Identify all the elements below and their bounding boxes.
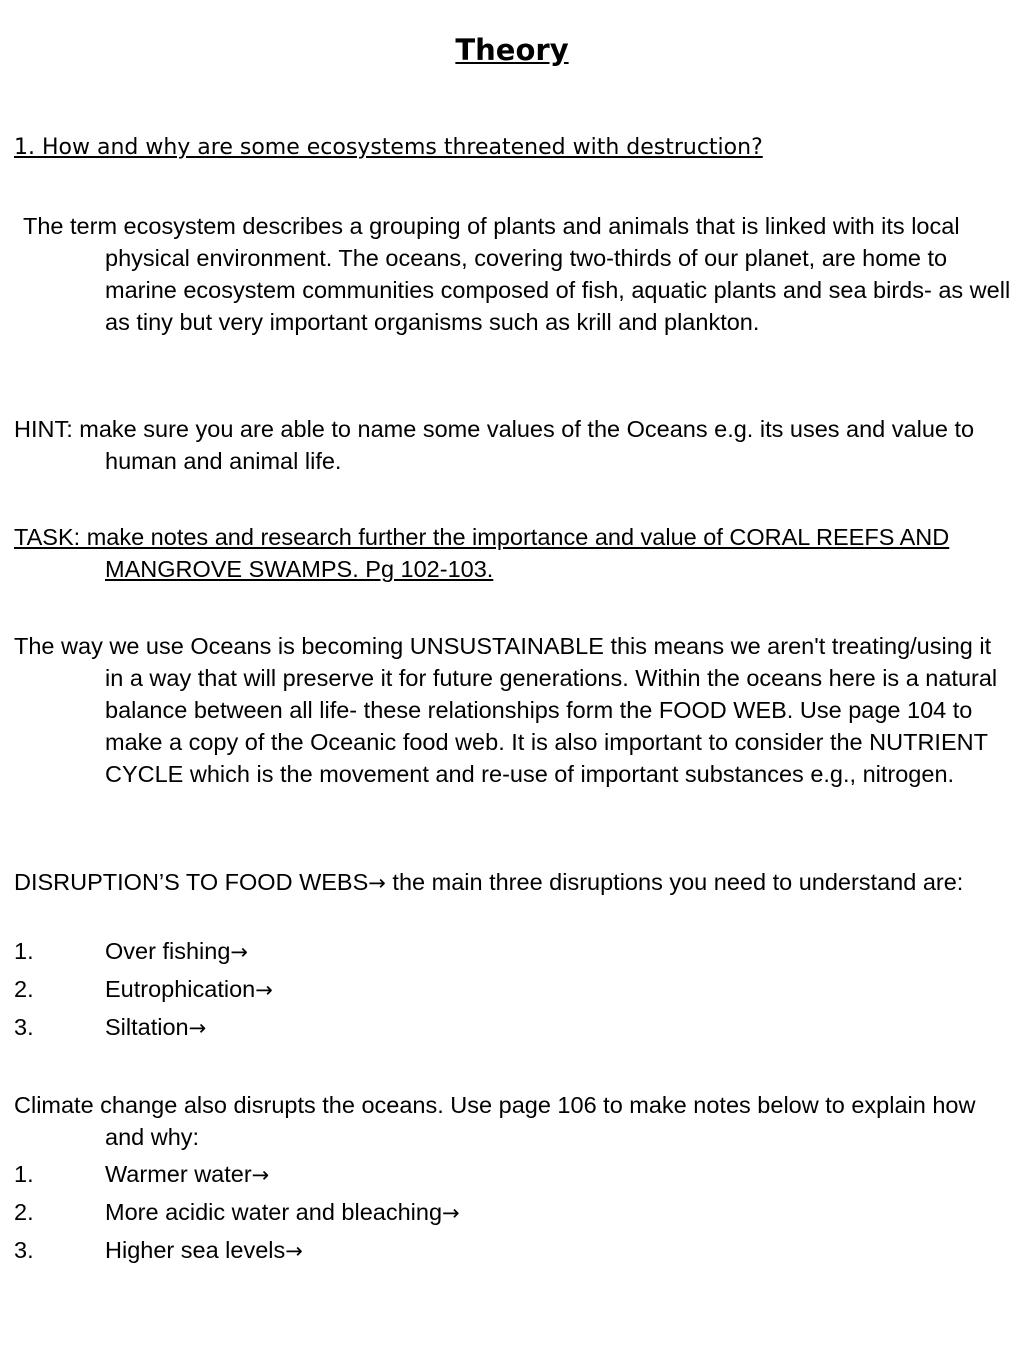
ecosystem-paragraph: The term ecosystem describes a grouping of plants and animals that is linked with its local physical environment. The oceans, covering two-thirds of our planet, are home to marine ecosystem communities composed of fish, aquatic plants and sea birds- as well as tiny but very important organisms such as krill and plankton. [23, 213, 1011, 335]
arrow-icon: → [442, 1201, 460, 1225]
list-number: 2. [14, 976, 34, 1002]
list-item [14, 932, 1010, 970]
disruptions-paragraph [14, 866, 1014, 899]
list-number: 2. [14, 1199, 34, 1225]
arrow-icon: → [285, 1239, 303, 1263]
disruptions-heading: DISRUPTION’S TO FOOD WEBS [14, 869, 369, 895]
task-paragraph: TASK: make notes and research further the importance and value of CORAL REEFS AND MANGROVE SWAMPS. Pg 102-103. [14, 524, 950, 582]
list-item [14, 1231, 1010, 1269]
hint-paragraph: HINT: make sure you are able to name some values of the Oceans e.g. its uses and value to human and animal life. [14, 416, 975, 474]
list-number: 1. [14, 1161, 34, 1187]
list-item-label: Over fishing [105, 938, 231, 964]
list-item-label: Higher sea levels [105, 1237, 286, 1263]
list-item [14, 970, 1010, 1008]
question-heading: 1. How and why are some ecosystems threatened with destruction? [14, 135, 763, 160]
arrow-icon: → [230, 940, 248, 964]
list-number: 3. [14, 1014, 34, 1040]
list-item-label: Eutrophication [105, 976, 256, 1002]
list-item [14, 1155, 1010, 1193]
arrow-icon: → [255, 978, 273, 1002]
climate-paragraph: Climate change also disrupts the oceans. Use page 106 to make notes below to explain how and why: [14, 1092, 976, 1150]
climate-effects-list [14, 1155, 1010, 1269]
list-item [14, 1193, 1010, 1231]
arrow-icon: → [188, 1016, 207, 1040]
page-title: Theory [455, 33, 569, 67]
sustainability-paragraph: The way we use Oceans is becoming UNSUSTAINABLE this means we aren't treating/using it in a way that will preserve it for future generations. Within the oceans here is a natural balance between all life- these relationships form the FOOD WEB. Use page 104 to make a copy of the Oceanic food web. It is also important to consider the NUTRIENT CYCLE which is the movement and re-use of important substances e.g., nitrogen. [14, 633, 998, 787]
arrow-icon: → [368, 871, 386, 895]
list-number: 1. [14, 938, 34, 964]
list-item-label: Warmer water [105, 1161, 252, 1187]
list-item-label: Siltation [105, 1014, 189, 1040]
disruptions-list [14, 932, 1010, 1046]
arrow-icon: → [251, 1163, 270, 1187]
list-number: 3. [14, 1237, 34, 1263]
list-item [14, 1008, 1010, 1046]
list-item-label: More acidic water and bleaching [105, 1199, 443, 1225]
disruptions-text: the main three disruptions you need to understand are: [385, 869, 964, 895]
